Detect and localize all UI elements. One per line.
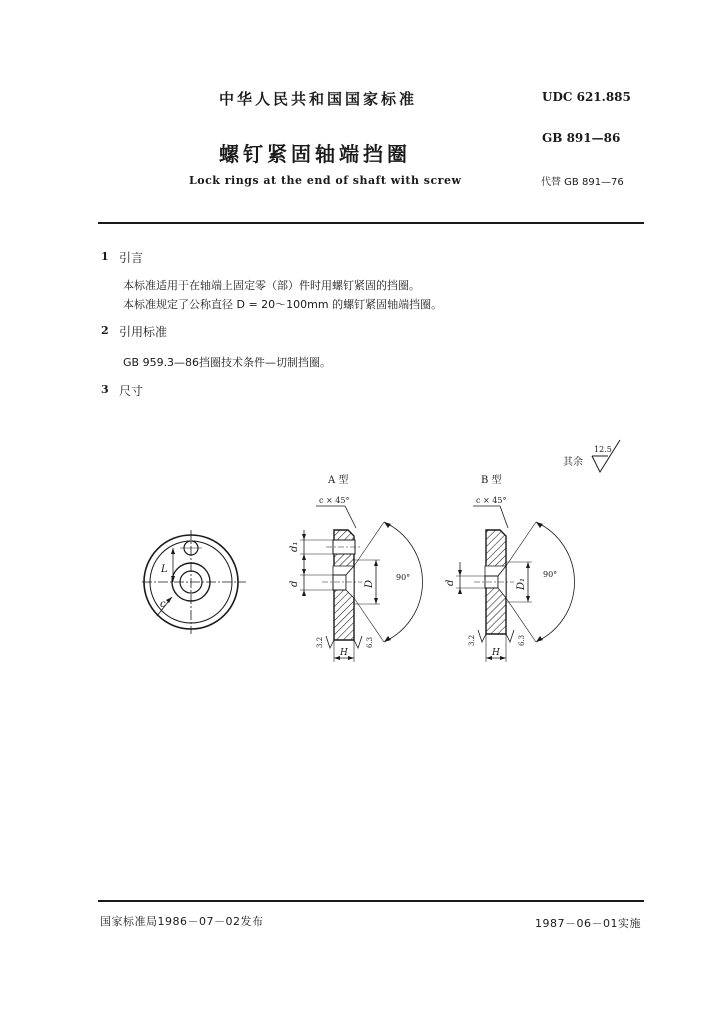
finish-63-a: 6.3 [366,636,374,648]
dim-H-a: H [340,648,348,658]
document-title-en: Lock rings at the end of shaft with screw [189,174,462,187]
section-2-heading: 引用标准 [119,325,168,339]
finish-32-a: 3.2 [316,636,324,648]
roughness-symbol [563,440,620,472]
finish-63-b: 6.3 [518,634,526,646]
type-b-section [445,473,575,662]
dim-d-b: d [445,579,456,586]
section-1-heading: 引言 [119,251,144,265]
effective-date: 1987－06－01实施 [535,917,641,930]
front-view [142,530,246,634]
section-1-line-2: 本标准规定了公称直径 D = 20～100mm 的螺钉紧固轴端挡圈。 [123,298,443,311]
section-1-number: 1 [101,250,109,263]
footer-divider [98,900,644,902]
roughness-value: 12.5 [594,445,612,454]
dim-H-b: H [492,648,500,658]
udc-number: UDC 621.885 [542,90,631,104]
replaces-note: 代替 GB 891—76 [541,177,624,188]
dim-c-front: c [160,599,166,610]
dim-D1-b: D₁ [516,577,527,590]
dim-d1-a: d₁ [289,541,300,552]
section-3-number: 3 [101,383,109,396]
document-title-cn: 螺钉紧固轴端挡圈 [219,142,411,166]
section-3-heading: 尺寸 [119,384,144,398]
gb-number: GB 891—86 [542,131,621,145]
type-a-label: A 型 [328,475,349,486]
standard-org-title: 中华人民共和国国家标准 [219,90,418,108]
type-a-section [289,473,423,662]
section-2-number: 2 [101,324,109,337]
dim-L: L [161,564,168,575]
dim-D-a: D [364,579,375,588]
angle-b: 90° [543,570,558,579]
dim-d-a: d [289,580,300,587]
section-2-line-1: GB 959.3—86挡圈技术条件—切制挡圈。 [123,356,332,369]
section-1-line-1: 本标准适用于在轴端上固定零（部）件时用螺钉紧固的挡圈。 [123,279,420,292]
issue-date: 国家标准局1986－07－02发布 [100,915,264,928]
roughness-label: 其余 [563,457,583,468]
type-a-chamfer: c × 45° [319,496,350,505]
angle-a: 90° [396,573,411,582]
type-b-chamfer: c × 45° [476,496,507,505]
type-b-label: B 型 [481,475,502,486]
finish-32-b: 3.2 [468,634,476,646]
